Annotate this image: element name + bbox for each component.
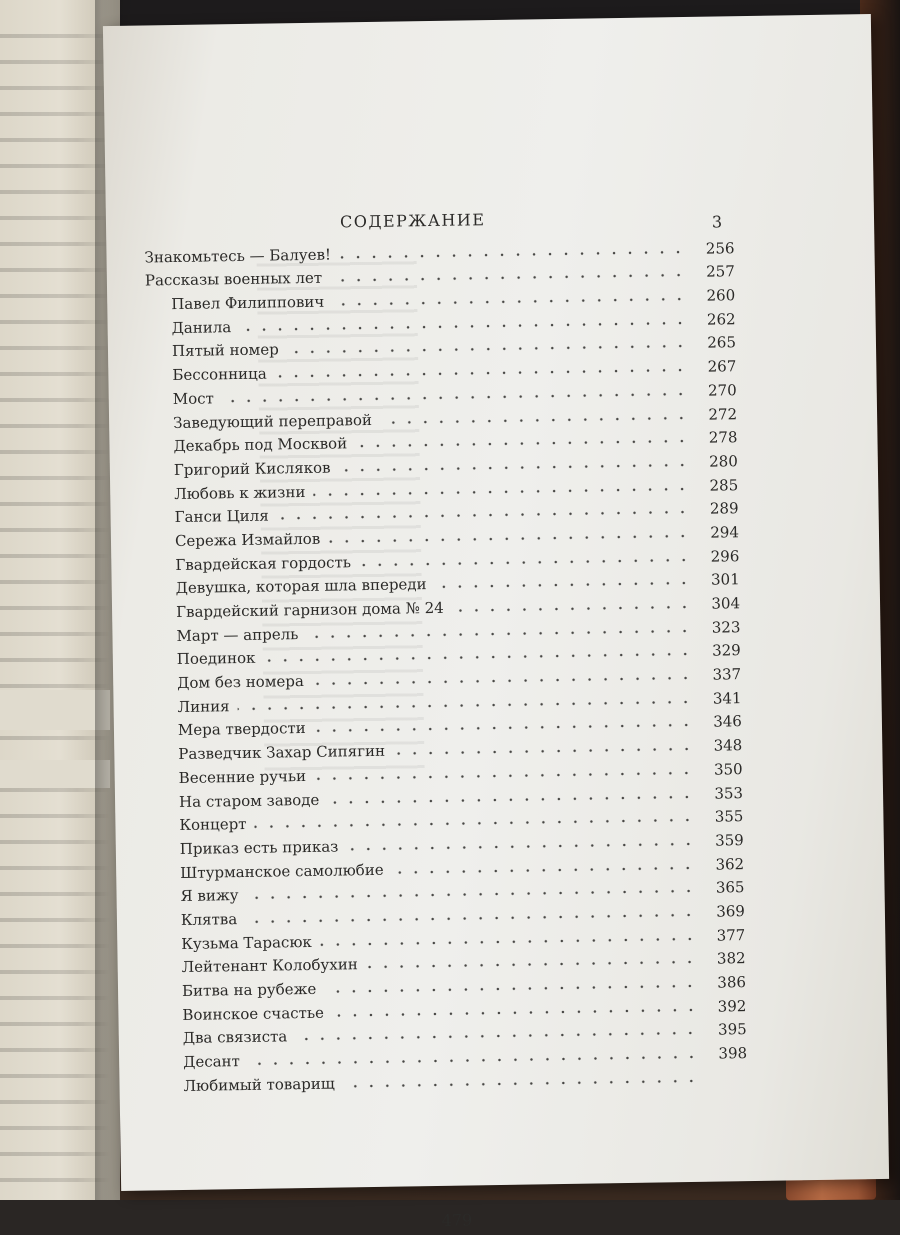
contents-entry-title: Знакомьтесь — Балуев!: [144, 245, 332, 267]
contents-entry-leader-dots: [346, 841, 695, 852]
contents-entry-page: 257: [706, 262, 735, 282]
contents-entry-title: Пятый номер: [171, 340, 279, 361]
contents-entry-title: Любимый товарищ: [183, 1074, 335, 1095]
contents-first-page-number: 3: [711, 212, 723, 232]
contents-entry-page: 341: [712, 688, 742, 708]
contents-entry-leader-dots: [366, 959, 698, 970]
contents-entry-page: 359: [714, 831, 744, 850]
contents-entry-page: 395: [717, 1020, 747, 1039]
contents-entry-title: Поединок: [176, 649, 256, 669]
contents-entry-leader-dots: [359, 557, 691, 568]
contents-entry-page: 329: [712, 641, 741, 660]
contents-entry-page: [704, 1087, 748, 1088]
contents-entry-leader-dots: [355, 438, 689, 449]
contents-entry-page: 301: [710, 570, 740, 589]
contents-entry-page: 348: [713, 736, 743, 755]
facing-page-paragraph-gap: [0, 760, 110, 788]
contents-entry-title: Два связиста: [182, 1027, 288, 1048]
contents-entry-title: Григорий Кисляков: [173, 458, 331, 479]
contents-entry-title: Ганси Циля: [174, 506, 269, 527]
contents-entry-title: Девушка, которая шла впереди: [175, 575, 427, 598]
contents-entry-page: 260: [706, 286, 736, 305]
contents-entry-title: Концерт: [179, 815, 247, 835]
contents-entry-title: Рассказы военных лет: [144, 269, 323, 290]
contents-entry-leader-dots: [435, 580, 692, 590]
contents-entry-title: Десант: [183, 1052, 241, 1072]
contents-entry-title: Воинское счастье: [182, 1003, 325, 1024]
contents-entry-page: 278: [708, 428, 738, 447]
contents-entry-page: 262: [706, 309, 736, 329]
contents-entry-page: 350: [713, 759, 743, 779]
contents-entry-page: 337: [712, 665, 742, 684]
contents-entry-title: Гвардейская гордость: [175, 552, 352, 574]
contents-entry-title: Мера твердости: [177, 719, 306, 740]
contents-entry-title: Заведующий переправой: [172, 410, 373, 432]
contents-heading: СОДЕРЖАНИЕ: [339, 210, 486, 232]
contents-entry-title: Разведчик Захар Сипягин: [178, 741, 386, 764]
contents-entry-title: Данила: [171, 317, 232, 337]
contents-entry-title: Я вижу: [180, 886, 239, 906]
contents-entry-page: 267: [707, 357, 737, 376]
contents-entry-page: 377: [716, 925, 746, 945]
contents-entry-leader-dots: [392, 864, 697, 875]
contents-entry-title: Кузьма Тарасюк: [181, 932, 312, 953]
contents-entry-title: На старом заводе: [178, 790, 320, 811]
contents-entry-page: 362: [715, 854, 745, 874]
contents-entry-title: Бессонница: [172, 364, 267, 385]
contents-entry-title: Дом без номера: [177, 672, 304, 693]
contents-entry-page: 285: [709, 475, 739, 495]
contents-entry-page: 280: [709, 452, 738, 471]
contents-entry-title: Битва на рубеже: [181, 979, 317, 1000]
contents-entry-page: 323: [711, 617, 741, 637]
contents-entry-leader-dots: [452, 604, 692, 614]
facing-page-text: [0, 20, 110, 1200]
contents-entry-page: 392: [717, 996, 747, 1016]
contents-entry-title: Декабрь под Москвой: [173, 434, 348, 456]
contents-entry-title: Мост: [172, 389, 214, 408]
contents-entry-title: Лейтенант Колобухин: [181, 955, 358, 977]
contents-entry-page: 270: [707, 381, 737, 400]
contents-entry-leader-dots: [339, 249, 687, 260]
contents-entry-page: 304: [711, 594, 741, 613]
contents-entry-title: Гвардейский гарнизон дома № 24: [175, 598, 444, 622]
contents-entry-page: 289: [709, 499, 739, 518]
contents-entry-title: Март — апрель: [176, 624, 299, 645]
contents-entry-title: Любовь к жизни: [174, 482, 306, 503]
contents-entry-page: 398: [718, 1044, 748, 1063]
contents-entry-page: 369: [716, 902, 746, 921]
contents-entry-page: 365: [715, 878, 745, 897]
page-number: 479: [441, 1210, 473, 1230]
contents-entry-page: 265: [707, 333, 737, 353]
contents-block: [144, 206, 748, 1230]
contents-entry-title: Штурманское самолюбие: [180, 860, 384, 882]
contents-entry-title: Приказ есть приказ: [179, 837, 339, 858]
contents-entry-leader-dots: [343, 1078, 700, 1090]
facing-page-paragraph-gap: [0, 690, 110, 730]
contents-entry-page: 346: [713, 712, 743, 732]
contents-entry-page: 272: [708, 404, 738, 424]
contents-entry-page: 355: [714, 807, 744, 826]
contents-list: [144, 234, 747, 1096]
contents-entry-title: Клятва: [180, 910, 238, 929]
contents-entry-leader-dots: [380, 414, 689, 425]
contents-entry-page: 256: [705, 238, 735, 258]
contents-entry-title: Линия: [177, 696, 230, 716]
contents-entry-title: Сережа Измайлов: [174, 529, 321, 550]
contents-entry-title: Павел Филиппович: [171, 292, 325, 314]
contents-entry-page: 382: [716, 949, 746, 968]
contents-entry-page: 386: [717, 973, 747, 992]
contents-entry-leader-dots: [338, 462, 689, 474]
contents-page: [103, 14, 889, 1230]
contents-entry-page: 294: [710, 523, 740, 542]
contents-entry-leader-dots: [393, 746, 694, 757]
contents-entry-title: Весенние ручьи: [178, 766, 307, 787]
contents-entry-page: 296: [710, 546, 740, 566]
contents-entry-page: 353: [714, 783, 744, 803]
